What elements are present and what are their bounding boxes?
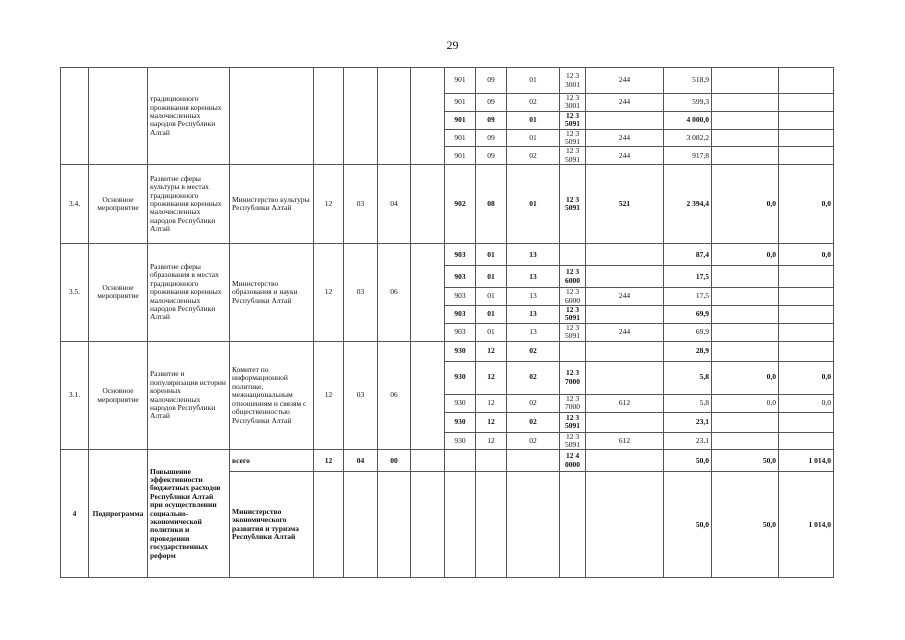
item-kind: Подпрограмма (89, 450, 148, 578)
cell-grbs: 903 (445, 306, 476, 324)
cell-value-3: 0,0 (779, 244, 834, 266)
item-number: 3.1. (61, 341, 89, 450)
code-program (314, 472, 344, 578)
cell-vr: 612 (586, 432, 664, 450)
code-program (314, 68, 344, 165)
cell-value-1: 69,9 (664, 306, 712, 324)
cell-value-1: 2 394,4 (664, 165, 712, 244)
cell-value-2 (712, 412, 779, 432)
column-gap (411, 472, 445, 578)
code-subprogram: 03 (344, 165, 378, 244)
cell-value-3 (779, 412, 834, 432)
page-number: 29 (446, 38, 459, 52)
cell-pr (507, 472, 560, 578)
cell-vr (586, 111, 664, 129)
cell-value-2: 0,0 (712, 394, 779, 412)
column-gap (411, 450, 445, 472)
cell-value-2 (712, 306, 779, 324)
cell-pr: 01 (507, 165, 560, 244)
cell-csr: 12 3 7000 (560, 394, 586, 412)
item-name: Развитие и популяризация истории коренных малочисленных народов Республики Алтай (148, 341, 230, 450)
code-subprogram: 03 (344, 244, 378, 341)
cell-value-1: 917,8 (664, 147, 712, 165)
cell-rz: 01 (476, 306, 507, 324)
cell-value-1: 87,4 (664, 244, 712, 266)
item-number: 3.4. (61, 165, 89, 244)
cell-vr (586, 244, 664, 266)
cell-csr: 12 3 5091 (560, 323, 586, 341)
cell-value-2: 0,0 (712, 361, 779, 394)
cell-value-3 (779, 432, 834, 450)
item-name: Развитие сферы образования в местах традиционного проживания коренных малочисленных народов Республики Алтай (148, 244, 230, 341)
cell-value-3: 0,0 (779, 165, 834, 244)
cell-vr (586, 361, 664, 394)
cell-grbs: 903 (445, 323, 476, 341)
item-name: традиционного проживания коренных малочисленных народов Республики Алтай (148, 68, 230, 165)
cell-rz: 01 (476, 244, 507, 266)
cell-value-1: 17,5 (664, 288, 712, 306)
code-measure (378, 68, 411, 165)
cell-value-1: 69,9 (664, 323, 712, 341)
cell-rz: 09 (476, 94, 507, 112)
cell-rz: 09 (476, 129, 507, 147)
table-row (61, 68, 834, 94)
cell-pr: 02 (507, 412, 560, 432)
cell-csr: 12 3 6000 (560, 266, 586, 288)
cell-pr: 13 (507, 323, 560, 341)
cell-rz: 12 (476, 394, 507, 412)
cell-vr: 612 (586, 394, 664, 412)
item-executor: Министерство культуры Республики Алтай (230, 165, 314, 244)
item-number: 3.5. (61, 244, 89, 341)
cell-grbs: 901 (445, 68, 476, 94)
cell-grbs: 901 (445, 147, 476, 165)
cell-pr (507, 450, 560, 472)
cell-pr: 13 (507, 266, 560, 288)
code-program: 12 (314, 341, 344, 450)
cell-value-1: 23,1 (664, 412, 712, 432)
cell-grbs: 902 (445, 165, 476, 244)
code-measure: 06 (378, 244, 411, 341)
cell-value-1: 599,3 (664, 94, 712, 112)
cell-value-3 (779, 306, 834, 324)
cell-rz: 09 (476, 147, 507, 165)
cell-vr: 244 (586, 147, 664, 165)
cell-grbs (445, 450, 476, 472)
item-executor: Министерство экономического развития и туризма Республики Алтай (230, 472, 314, 578)
cell-rz: 09 (476, 111, 507, 129)
cell-pr: 02 (507, 341, 560, 361)
cell-csr: 12 3 5091 (560, 432, 586, 450)
cell-csr: 12 3 5091 (560, 147, 586, 165)
cell-value-3 (779, 266, 834, 288)
cell-rz: 12 (476, 412, 507, 432)
cell-csr: 12 3 5091 (560, 129, 586, 147)
cell-csr: 12 3 5091 (560, 412, 586, 432)
cell-value-2 (712, 94, 779, 112)
cell-pr: 02 (507, 432, 560, 450)
cell-value-2 (712, 147, 779, 165)
cell-csr: 12 3 5091 (560, 306, 586, 324)
item-executor: Комитет по информационной политике, межнациональным отношениям и связям с общественностью Республики Алтай (230, 341, 314, 450)
budget-table (60, 67, 834, 578)
cell-pr: 02 (507, 394, 560, 412)
cell-value-3: 1 014,0 (779, 472, 834, 578)
cell-value-2 (712, 68, 779, 94)
cell-csr (560, 472, 586, 578)
cell-rz: 12 (476, 361, 507, 394)
cell-csr (560, 244, 586, 266)
column-gap (411, 68, 445, 165)
code-program: 12 (314, 244, 344, 341)
cell-value-3 (779, 111, 834, 129)
cell-vr: 244 (586, 323, 664, 341)
item-number: 4 (61, 450, 89, 578)
cell-grbs: 930 (445, 412, 476, 432)
cell-grbs: 930 (445, 341, 476, 361)
cell-rz: 09 (476, 68, 507, 94)
table-row (61, 244, 834, 266)
cell-value-3: 1 014,0 (779, 450, 834, 472)
item-executor: Министерство образования и науки Республики Алтай (230, 244, 314, 341)
cell-rz: 01 (476, 288, 507, 306)
cell-vr (586, 266, 664, 288)
item-executor (230, 68, 314, 165)
cell-value-2 (712, 323, 779, 341)
cell-value-3: 0,0 (779, 361, 834, 394)
cell-rz: 01 (476, 323, 507, 341)
table-row (61, 450, 834, 472)
cell-value-1: 50,0 (664, 450, 712, 472)
cell-value-3 (779, 147, 834, 165)
cell-vr (586, 306, 664, 324)
cell-csr: 12 3 7000 (560, 361, 586, 394)
item-executor: всего (230, 450, 314, 472)
item-kind: Основное мероприятие (89, 244, 148, 341)
cell-pr: 01 (507, 68, 560, 94)
cell-rz: 01 (476, 266, 507, 288)
cell-rz: 12 (476, 432, 507, 450)
table-row (61, 341, 834, 361)
column-gap (411, 244, 445, 341)
item-name: Повышение эффективности бюджетных расходов Республики Алтай при осуществлении социально-экономической политики и проведении государственных реформ (148, 450, 230, 578)
cell-value-1: 3 082,2 (664, 129, 712, 147)
item-kind: Основное мероприятие (89, 341, 148, 450)
cell-grbs (445, 472, 476, 578)
cell-vr (586, 472, 664, 578)
cell-grbs: 903 (445, 266, 476, 288)
cell-value-3 (779, 288, 834, 306)
item-name: Развитие сферы культуры в местах традиционного проживания коренных малочисленных народов Республики Алтай (148, 165, 230, 244)
cell-pr: 13 (507, 288, 560, 306)
cell-pr: 01 (507, 111, 560, 129)
column-gap (411, 341, 445, 450)
code-program: 12 (314, 165, 344, 244)
cell-rz: 08 (476, 165, 507, 244)
item-kind (89, 68, 148, 165)
cell-value-1: 518,9 (664, 68, 712, 94)
cell-csr: 12 4 0000 (560, 450, 586, 472)
cell-csr: 12 3 5091 (560, 111, 586, 129)
cell-value-1: 17,5 (664, 266, 712, 288)
code-program: 12 (314, 450, 344, 472)
cell-value-2 (712, 288, 779, 306)
cell-pr: 02 (507, 147, 560, 165)
cell-value-2: 50,0 (712, 450, 779, 472)
cell-vr: 244 (586, 288, 664, 306)
code-subprogram: 03 (344, 341, 378, 450)
cell-grbs: 930 (445, 432, 476, 450)
cell-value-1: 28,9 (664, 341, 712, 361)
cell-grbs: 903 (445, 244, 476, 266)
item-kind: Основное мероприятие (89, 165, 148, 244)
cell-vr (586, 412, 664, 432)
cell-value-3 (779, 129, 834, 147)
item-number (61, 68, 89, 165)
cell-grbs: 930 (445, 361, 476, 394)
cell-grbs: 930 (445, 394, 476, 412)
cell-csr: 12 3 6000 (560, 288, 586, 306)
cell-value-2: 0,0 (712, 244, 779, 266)
cell-rz: 12 (476, 341, 507, 361)
code-subprogram: 04 (344, 450, 378, 472)
cell-value-3 (779, 323, 834, 341)
cell-grbs: 901 (445, 94, 476, 112)
cell-vr (586, 450, 664, 472)
cell-pr: 13 (507, 244, 560, 266)
cell-csr: 12 3 3001 (560, 94, 586, 112)
code-measure: 00 (378, 450, 411, 472)
cell-value-2: 50,0 (712, 472, 779, 578)
cell-pr: 02 (507, 361, 560, 394)
code-measure: 04 (378, 165, 411, 244)
cell-value-1: 5,8 (664, 361, 712, 394)
cell-pr: 01 (507, 129, 560, 147)
cell-value-3 (779, 341, 834, 361)
cell-grbs: 901 (445, 111, 476, 129)
cell-value-3 (779, 94, 834, 112)
cell-grbs: 901 (445, 129, 476, 147)
cell-value-3: 0,0 (779, 394, 834, 412)
cell-pr: 02 (507, 94, 560, 112)
cell-grbs: 903 (445, 288, 476, 306)
cell-value-2 (712, 111, 779, 129)
cell-csr: 12 3 5091 (560, 165, 586, 244)
cell-value-1: 5,8 (664, 394, 712, 412)
cell-value-1: 4 000,0 (664, 111, 712, 129)
cell-value-2 (712, 432, 779, 450)
cell-value-2 (712, 341, 779, 361)
cell-rz (476, 472, 507, 578)
cell-value-2: 0,0 (712, 165, 779, 244)
cell-value-2 (712, 266, 779, 288)
cell-csr: 12 3 3001 (560, 68, 586, 94)
cell-value-1: 23,1 (664, 432, 712, 450)
cell-vr: 244 (586, 94, 664, 112)
cell-pr: 13 (507, 306, 560, 324)
cell-value-1: 50,0 (664, 472, 712, 578)
cell-vr: 521 (586, 165, 664, 244)
code-subprogram (344, 472, 378, 578)
cell-value-3 (779, 68, 834, 94)
cell-csr (560, 341, 586, 361)
table-row (61, 165, 834, 244)
cell-vr (586, 341, 664, 361)
code-measure: 06 (378, 341, 411, 450)
cell-vr: 244 (586, 68, 664, 94)
code-measure (378, 472, 411, 578)
column-gap (411, 165, 445, 244)
cell-value-2 (712, 129, 779, 147)
code-subprogram (344, 68, 378, 165)
cell-vr: 244 (586, 129, 664, 147)
cell-rz (476, 450, 507, 472)
